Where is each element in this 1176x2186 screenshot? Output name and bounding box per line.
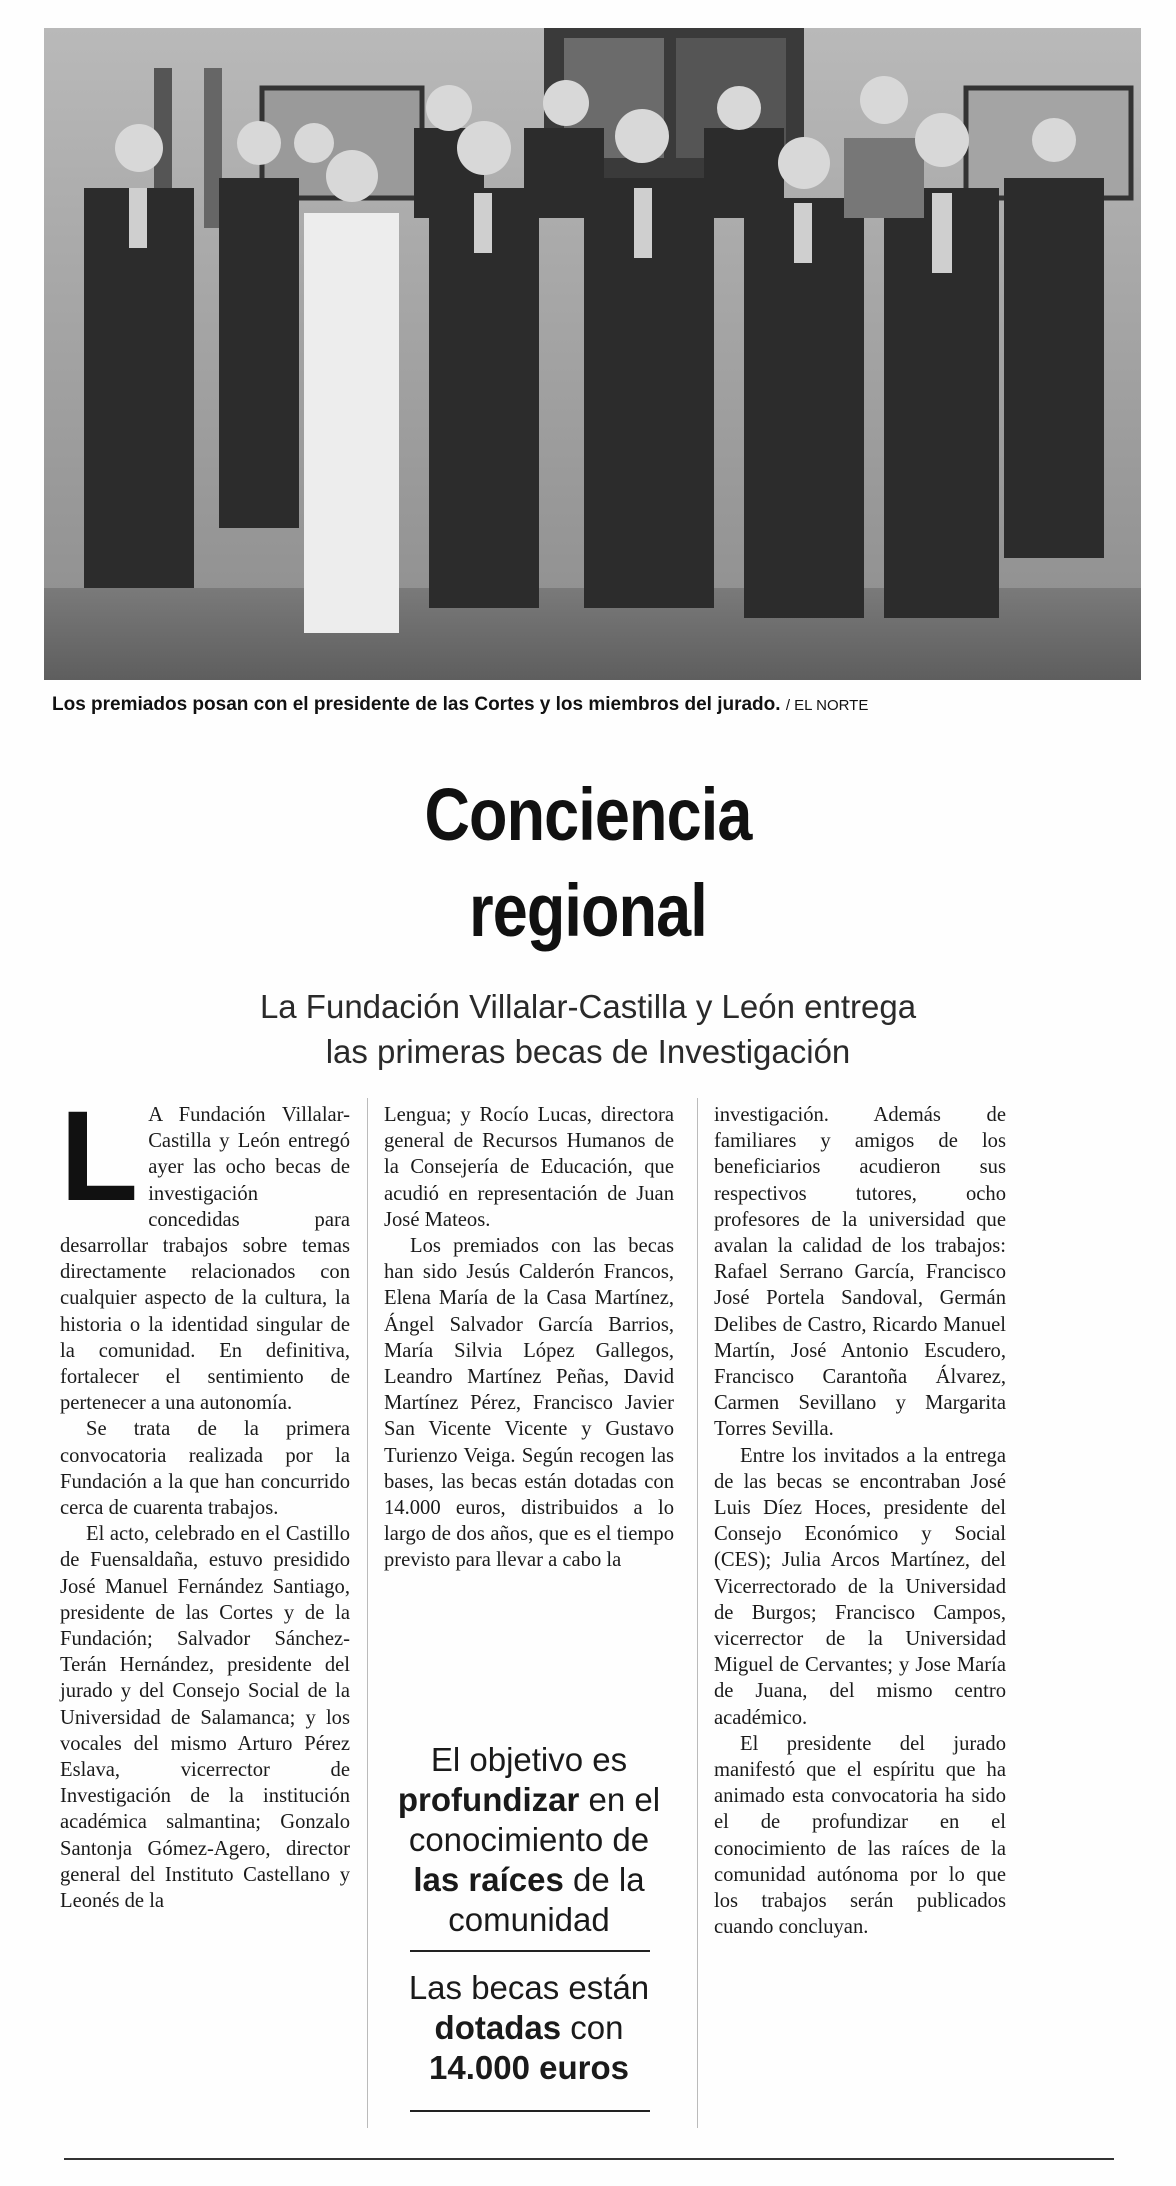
paragraph: Lengua; y Rocío Lucas, directora general de Recursos Humanos de la Consejería de Educación, que acudió en representación de Juan José Mateos.	[384, 1104, 674, 1231]
subtitle-line-1: La Fundación Villalar-Castilla y León entrega	[259, 988, 917, 1025]
paragraph: investigación. Además de familiares y amigos de los beneficiarios acudieron sus respectivos tutores, ocho profesores de la universidad que avalan la calidad de los trabajos: Rafael Serrano García, Francisco José Portela Sandoval, Germán Delibes de Castro, Ricardo Manuel Martín, José Antonio Escudero, Francisco Carantoña Álvarez, Carmen Sevillano y Margarita Torres Sevilla.	[714, 1104, 1006, 1441]
article-column-2	[384, 1102, 674, 1574]
drop-cap: L	[60, 1085, 139, 1228]
pull-quote-text: El objetivo es	[430, 1741, 628, 1778]
bottom-rule	[64, 2158, 1114, 2160]
headline-line-1: Conciencia	[424, 773, 752, 856]
paragraph: El presidente del jurado manifestó que el espíritu que ha animado esta convocatoria ha sido el de profundizar en el conocimiento de las raíces de la comunidad autónoma por lo que los trabajos serán publicados cuando concluyan.	[714, 1732, 1006, 1939]
paragraph: Los premiados con las becas han sido Jesús Calderón Francos, Elena María de la Casa Martínez, Ángel Salvador García Barrios, María Silvia López Gallegos, Leandro Martínez Peñas, David Martínez Pérez, Francisco Javier San Vicente Vicente y Gustavo Turienzo Veiga. Según recogen las bases, las becas están dotadas con 14.000 euros, distribuidos a lo largo de dos años, que es el tiempo previsto para llevar a cabo la	[384, 1235, 674, 1572]
paragraph: Se trata de la primera convocatoria realizada por la Fundación a la que han concurrido cerca de cuarenta trabajos.	[60, 1418, 350, 1520]
pull-quote-bold: las raíces	[413, 1861, 564, 1898]
caption-text: Los premiados posan con el presidente de las Cortes y los miembros del jurado.	[52, 694, 781, 715]
column-divider	[367, 1098, 368, 2128]
paragraph-text: A Fundación Villalar-Castilla y León entregó ayer las ocho becas de investigación concedidas para desarrollar trabajos sobre temas directamente relacionados con cualquier aspecto de la cultura, la historia o la identidad singular de la comunidad. En definitiva, fortalecer el sentimiento de pertenecer a una autonomía.	[60, 1104, 350, 1415]
caption-credit: / EL NORTE	[785, 697, 869, 714]
pull-quote-text: de la comunidad	[448, 1861, 645, 1938]
column-divider	[697, 1098, 698, 2128]
article-column-1	[60, 1085, 350, 1914]
pull-quote-text: con	[561, 2009, 624, 2046]
headline-line-2: regional	[469, 869, 707, 952]
pull-quote-bold: profundizar	[397, 1781, 580, 1818]
paragraph	[60, 1085, 350, 1416]
pull-quote-1	[384, 1740, 674, 1940]
pull-quote-text: en el conocimiento de	[408, 1781, 661, 1858]
pull-quote-bold: 14.000 euros	[429, 2049, 629, 2086]
paragraph: El acto, celebrado en el Castillo de Fuensaldaña, estuvo presidido José Manuel Fernández Santiago, presidente de las Cortes y de la Fundación; Salvador Sánchez-Terán Hernández, presidente del jurado y del Consejo Social de la Universidad de Salamanca; y los vocales del mismo Arturo Pérez Eslava, vicerrector de Investigación de la institución académica salmantina; Gonzalo Santonja Gómez-Agero, director general del Instituto Castellano y Leonés de la	[60, 1523, 350, 1913]
photo-caption	[52, 694, 1132, 716]
news-photo	[44, 28, 1141, 680]
paragraph: Entre los invitados a la entrega de las becas se encontraban José Luis Díez Hoces, presidente del Consejo Económico y Social (CES); Julia Arcos Martínez, del Vicerrectorado de la Universidad de Burgos; Francisco Campos, vicerrector de la Universidad Miguel de Cervantes; y Jose María de Juana, del mismo centro académico.	[714, 1444, 1006, 1729]
pull-quote-bold: dotadas	[434, 2009, 562, 2046]
subtitle-line-2: las primeras becas de Investigación	[325, 1033, 851, 1070]
pull-quote-divider	[410, 1950, 650, 1952]
article-column-3	[714, 1102, 1006, 1941]
pull-quote-divider	[410, 2110, 650, 2112]
group-photo-illustration	[44, 28, 1141, 680]
pull-quote-text: Las becas están	[408, 1969, 650, 2006]
pull-quote-2	[384, 1968, 674, 2088]
